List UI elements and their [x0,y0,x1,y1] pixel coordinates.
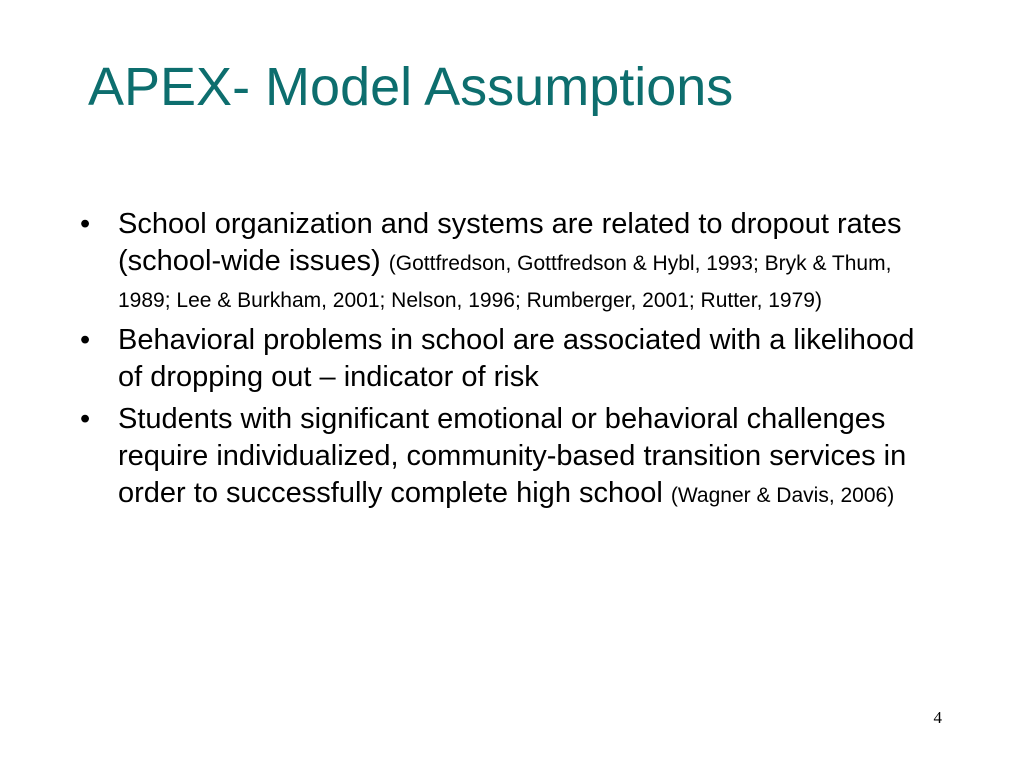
bullet-list [80,206,920,517]
bullet-dot-icon: • [80,208,91,240]
bullet-text: Students with significant emotional or behavioral challenges require individualized, community-based transition services in order to successfully complete high school [118,403,907,509]
bullet-text: School organization and systems are related to dropout rates (school-wide issues) [118,208,902,277]
bullet-item-2 [80,322,920,396]
bullet-dot-icon: • [80,324,91,356]
page-number: 4 [933,708,942,727]
bullet-text: Behavioral problems in school are associated with a likelihood of dropping out – indicator of risk [118,324,915,393]
bullet-item-1 [80,206,920,317]
bullet-citation: (Wagner & Davis, 2006) [670,484,895,507]
bullet-dot-icon: • [80,403,91,435]
bullet-citation: (Gottfredson, Gottfredson & Hybl, 1993; Bryk & Thum, 1989; Lee & Burkham, 2001; Nelson, 1996; Rumberger, 2001; Rutter, 1979) [118,252,892,312]
bullet-item-3 [80,401,920,512]
slide-title: APEX- Model Assumptions [88,57,734,117]
